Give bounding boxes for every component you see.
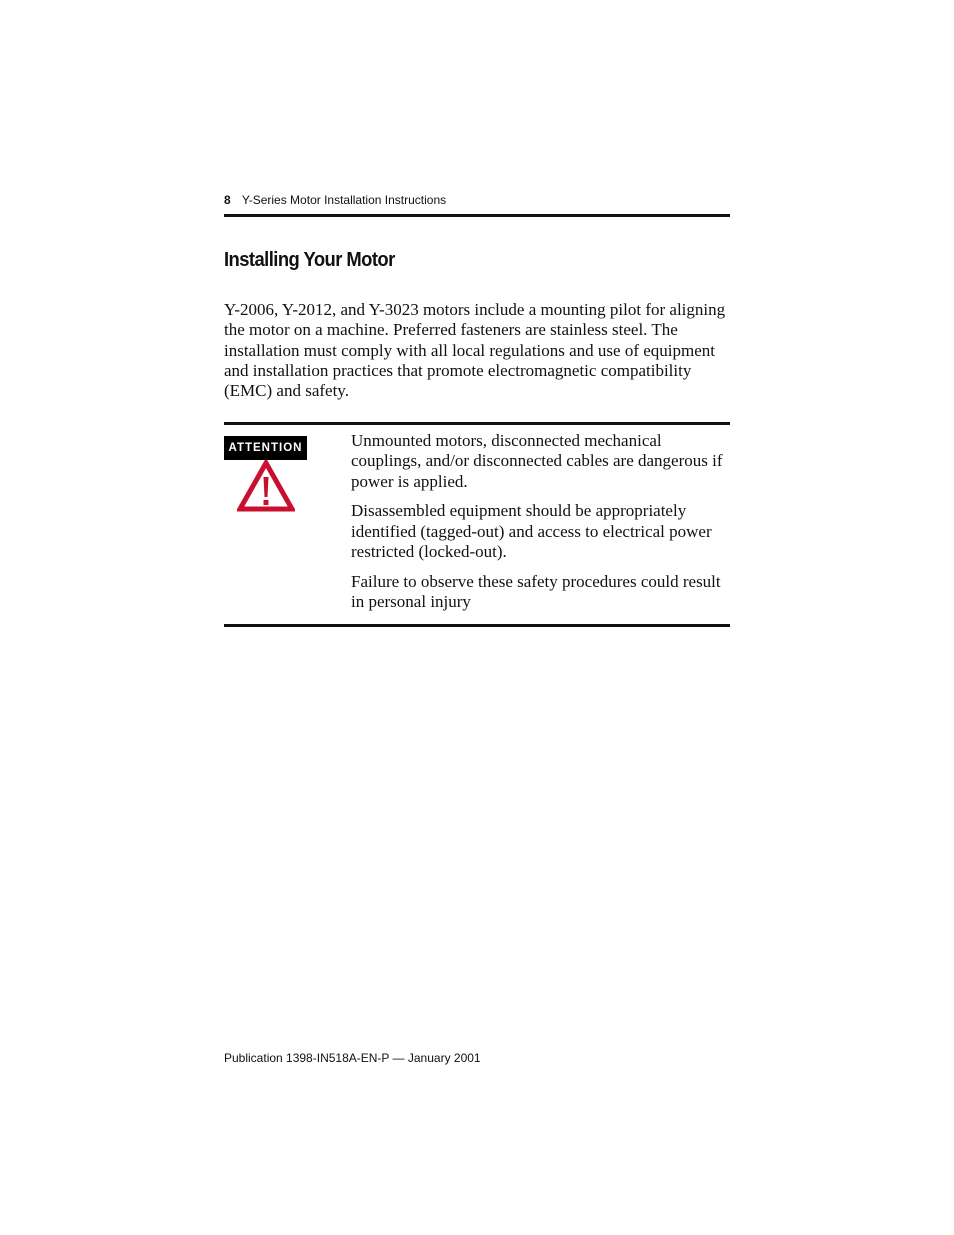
header-rule bbox=[224, 214, 730, 217]
page-number: 8 bbox=[224, 193, 231, 207]
running-header bbox=[224, 192, 730, 208]
attention-message bbox=[351, 431, 731, 622]
attention-top-rule bbox=[224, 422, 730, 425]
attention-paragraph-2: Disassembled equipment should be appropriately identified (tagged-out) and access to electrical power restricted (locked-out). bbox=[351, 501, 712, 561]
attention-paragraph-1: Unmounted motors, disconnected mechanical couplings, and/or disconnected cables are dangerous if power is applied. bbox=[351, 431, 723, 491]
attention-paragraph-3: Failure to observe these safety procedures could result in personal injury bbox=[351, 571, 721, 611]
running-title: Y-Series Motor Installation Instructions bbox=[241, 193, 447, 207]
attention-badge: ATTENTION bbox=[224, 436, 307, 460]
attention-bottom-rule bbox=[224, 624, 730, 627]
section-title: Installing Your Motor bbox=[224, 249, 395, 271]
section-body: Y-2006, Y-2012, and Y-3023 motors include a mounting pilot for aligning the motor on a machine. Preferred fasteners are stainless steel. The installation must comply with all local regulations and use of equipment and installation practices that promote electromagnetic compatibility (EMC) and safety. bbox=[224, 300, 726, 401]
warning-triangle-icon bbox=[237, 460, 295, 512]
publication-footer: Publication 1398-IN518A-EN-P — January 2001 bbox=[224, 1051, 481, 1065]
